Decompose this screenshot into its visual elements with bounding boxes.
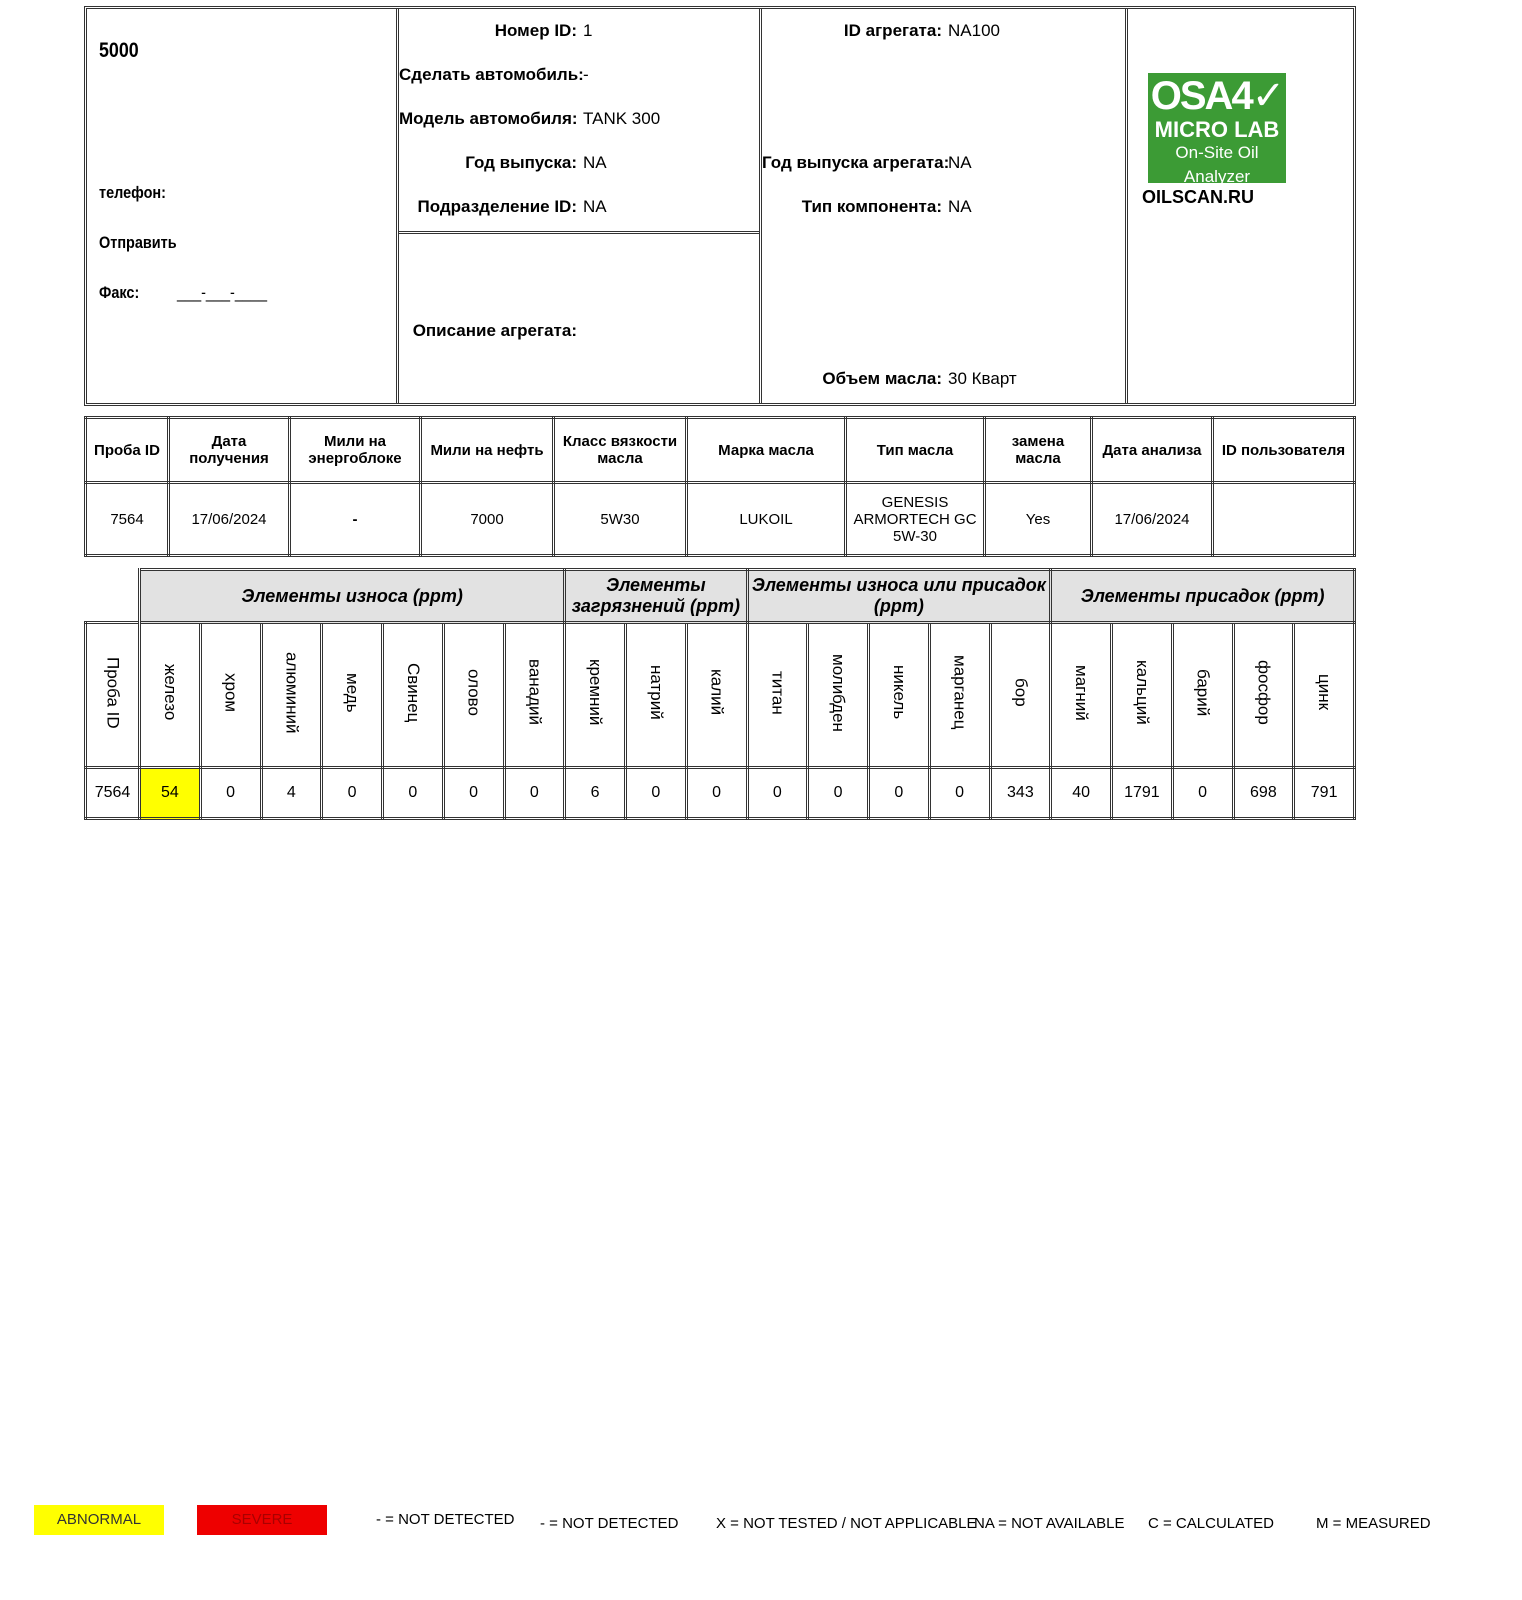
data-cell: 7000 bbox=[421, 483, 554, 556]
element-name-cell bbox=[383, 623, 444, 768]
data-cell bbox=[1213, 483, 1355, 556]
element-name: натрий bbox=[646, 665, 666, 720]
oil-volume-label: Объем масла: bbox=[822, 369, 942, 388]
sample-info-data-row bbox=[86, 483, 1355, 556]
data-cell: 7564 bbox=[86, 483, 169, 556]
element-value: 40 bbox=[1051, 768, 1112, 819]
unit-id-value: NA100 bbox=[948, 21, 1000, 40]
blank-corner bbox=[86, 570, 140, 623]
element-value-abnormal: 54 bbox=[140, 768, 201, 819]
element-value: 0 bbox=[869, 768, 930, 819]
group-additive: Элементы присадок (ppm) bbox=[1051, 570, 1355, 623]
element-value: 0 bbox=[443, 768, 504, 819]
fax-label: Факс: bbox=[99, 283, 140, 302]
element-name-cell bbox=[1112, 623, 1173, 768]
unit-id-row bbox=[762, 21, 1000, 41]
element-value: 0 bbox=[383, 768, 444, 819]
element-name-cell bbox=[322, 623, 383, 768]
element-name: Проба ID bbox=[103, 656, 123, 729]
unit-panel bbox=[762, 9, 1128, 403]
element-value: 0 bbox=[1172, 768, 1233, 819]
element-value: 0 bbox=[200, 768, 261, 819]
header-cell: Марка масла bbox=[687, 418, 846, 483]
element-name: алюминий bbox=[282, 651, 302, 734]
element-name: никель bbox=[889, 665, 909, 720]
element-name-cell bbox=[200, 623, 261, 768]
data-cell: 17/06/2024 bbox=[1092, 483, 1213, 556]
element-name: Свинец bbox=[403, 662, 423, 723]
element-value: 698 bbox=[1233, 768, 1294, 819]
logo-line-2: MICRO LAB bbox=[1154, 117, 1280, 142]
legend-calculated: C = CALCULATED bbox=[1148, 1515, 1275, 1532]
element-name: фосфор bbox=[1254, 660, 1274, 725]
element-name: молибден bbox=[829, 653, 849, 732]
element-name: бор bbox=[1011, 678, 1031, 707]
vehicle-id-label: Номер ID: bbox=[494, 21, 577, 40]
element-name-cell bbox=[686, 623, 747, 768]
element-name-cell bbox=[86, 623, 140, 768]
element-name-cell bbox=[504, 623, 565, 768]
element-name-cell bbox=[1233, 623, 1294, 768]
osa4-microlab-logo bbox=[1148, 73, 1286, 186]
legend-not-detected-2: - = NOT DETECTED bbox=[540, 1515, 679, 1532]
element-name-cell bbox=[808, 623, 869, 768]
vehicle-make-row bbox=[399, 65, 589, 85]
header-cell: Класс вязкости масла bbox=[554, 418, 687, 483]
legend-abnormal: ABNORMAL bbox=[34, 1505, 164, 1535]
element-name: хром bbox=[221, 672, 241, 713]
element-value: 0 bbox=[747, 768, 808, 819]
unit-description-label: Описание агрегата: bbox=[412, 321, 577, 340]
element-name-cell bbox=[443, 623, 504, 768]
element-value: 1791 bbox=[1112, 768, 1173, 819]
vehicle-year-value: NA bbox=[583, 153, 607, 172]
component-type-row bbox=[762, 197, 972, 217]
header-cell: Тип масла bbox=[846, 418, 985, 483]
element-value-row bbox=[86, 768, 1355, 819]
element-name: железо bbox=[160, 664, 180, 721]
element-name: цинк bbox=[1315, 674, 1335, 711]
element-name-cell bbox=[140, 623, 201, 768]
header-cell: Мили на нефть bbox=[421, 418, 554, 483]
customer-panel bbox=[87, 9, 399, 403]
element-name: барий bbox=[1193, 668, 1213, 717]
element-value: 0 bbox=[504, 768, 565, 819]
customer-name: 5000 bbox=[99, 39, 139, 62]
element-name-cell bbox=[869, 623, 930, 768]
group-wear: Элементы износа (ppm) bbox=[140, 570, 565, 623]
element-value: 4 bbox=[261, 768, 322, 819]
element-value: 0 bbox=[929, 768, 990, 819]
element-name-row bbox=[86, 623, 1355, 768]
header-cell: ID пользователя bbox=[1213, 418, 1355, 483]
data-cell: 17/06/2024 bbox=[169, 483, 290, 556]
site-name: OILSCAN.RU bbox=[1142, 187, 1254, 207]
data-cell: 5W30 bbox=[554, 483, 687, 556]
element-name-cell bbox=[1051, 623, 1112, 768]
header-cell: Проба ID bbox=[86, 418, 169, 483]
unit-year-value: NA bbox=[948, 153, 972, 172]
element-name-cell bbox=[929, 623, 990, 768]
data-cell: Yes bbox=[985, 483, 1092, 556]
vehicle-panel bbox=[399, 9, 762, 403]
vehicle-year-row bbox=[399, 153, 607, 173]
sample-info-header-row bbox=[86, 418, 1355, 483]
division-id-value: NA bbox=[583, 197, 607, 216]
legend-severe: SEVERE bbox=[197, 1505, 327, 1535]
unit-year-row bbox=[762, 153, 972, 173]
element-value: 7564 bbox=[86, 768, 140, 819]
logo-line-3: On-Site Oil Analyzer bbox=[1175, 143, 1259, 186]
legend-not-tested: X = NOT TESTED / NOT APPLICABLE bbox=[716, 1515, 977, 1532]
data-cell: - bbox=[290, 483, 421, 556]
legend-measured: M = MEASURED bbox=[1316, 1515, 1431, 1532]
unit-year-label: Год выпуска агрегата: bbox=[762, 153, 950, 172]
oil-volume-row bbox=[762, 369, 1017, 389]
group-contamination: Элементы загрязнений (ppm) bbox=[565, 570, 747, 623]
element-name-cell bbox=[1294, 623, 1355, 768]
vehicle-model-row bbox=[399, 109, 660, 129]
component-type-label: Тип компонента: bbox=[801, 197, 942, 216]
logo-panel bbox=[1128, 9, 1353, 403]
element-name: ванадий bbox=[525, 659, 545, 726]
oil-volume-value: 30 Кварт bbox=[948, 369, 1017, 388]
vehicle-panel-divider bbox=[399, 231, 759, 234]
element-name-cell bbox=[565, 623, 626, 768]
group-wear-or-additive: Элементы износа или присадок (ppm) bbox=[747, 570, 1051, 623]
element-name-cell bbox=[990, 623, 1051, 768]
vehicle-make-label: Сделать автомобиль: bbox=[399, 65, 584, 84]
element-name-cell bbox=[747, 623, 808, 768]
element-name: кремний bbox=[586, 659, 606, 726]
element-name: магний bbox=[1072, 664, 1092, 721]
element-name-cell bbox=[1172, 623, 1233, 768]
element-value: 0 bbox=[626, 768, 687, 819]
elements-table bbox=[84, 568, 1356, 820]
element-value: 6 bbox=[565, 768, 626, 819]
sample-info-table bbox=[84, 416, 1356, 557]
element-name: калий bbox=[707, 669, 727, 716]
legend bbox=[0, 1505, 1522, 1541]
element-value: 0 bbox=[686, 768, 747, 819]
header-cell: замена масла bbox=[985, 418, 1092, 483]
element-name: кальций bbox=[1132, 660, 1152, 725]
element-value: 0 bbox=[322, 768, 383, 819]
data-cell: GENESIS ARMORTECH GC 5W-30 bbox=[846, 483, 985, 556]
element-value: 343 bbox=[990, 768, 1051, 819]
data-cell: LUKOIL bbox=[687, 483, 846, 556]
vehicle-model-value: TANK 300 bbox=[583, 109, 661, 128]
report-header bbox=[84, 6, 1356, 406]
legend-not-detected-1: - = NOT DETECTED bbox=[376, 1511, 515, 1528]
vehicle-id-row bbox=[399, 21, 592, 41]
header-cell: Мили на энергоблоке bbox=[290, 418, 421, 483]
element-group-row bbox=[86, 570, 1355, 623]
vehicle-make-value: - bbox=[583, 65, 589, 84]
element-name: титан bbox=[768, 670, 788, 715]
send-label: Отправить bbox=[99, 233, 177, 252]
element-value: 0 bbox=[808, 768, 869, 819]
division-id-label: Подразделение ID: bbox=[417, 197, 577, 216]
phone-label: телефон: bbox=[99, 183, 166, 202]
header-cell: Дата анализа bbox=[1092, 418, 1213, 483]
division-id-row bbox=[399, 197, 607, 217]
element-value: 791 bbox=[1294, 768, 1355, 819]
component-type-value: NA bbox=[948, 197, 972, 216]
header-cell: Дата получения bbox=[169, 418, 290, 483]
unit-id-label: ID агрегата: bbox=[843, 21, 942, 40]
element-name: медь bbox=[343, 672, 363, 713]
legend-not-available: NA = NOT AVAILABLE bbox=[974, 1515, 1125, 1532]
fax-value: ___-___-____ bbox=[177, 283, 267, 302]
vehicle-id-value: 1 bbox=[583, 21, 593, 40]
unit-description-row bbox=[399, 321, 577, 341]
element-name: олово bbox=[464, 669, 484, 716]
vehicle-year-label: Год выпуска: bbox=[465, 153, 577, 172]
vehicle-model-label: Модель автомобиля: bbox=[399, 109, 578, 128]
element-name: марганец bbox=[950, 655, 970, 730]
element-name-cell bbox=[261, 623, 322, 768]
logo-line-1: OSA4✓ bbox=[1150, 74, 1284, 118]
element-name-cell bbox=[626, 623, 687, 768]
